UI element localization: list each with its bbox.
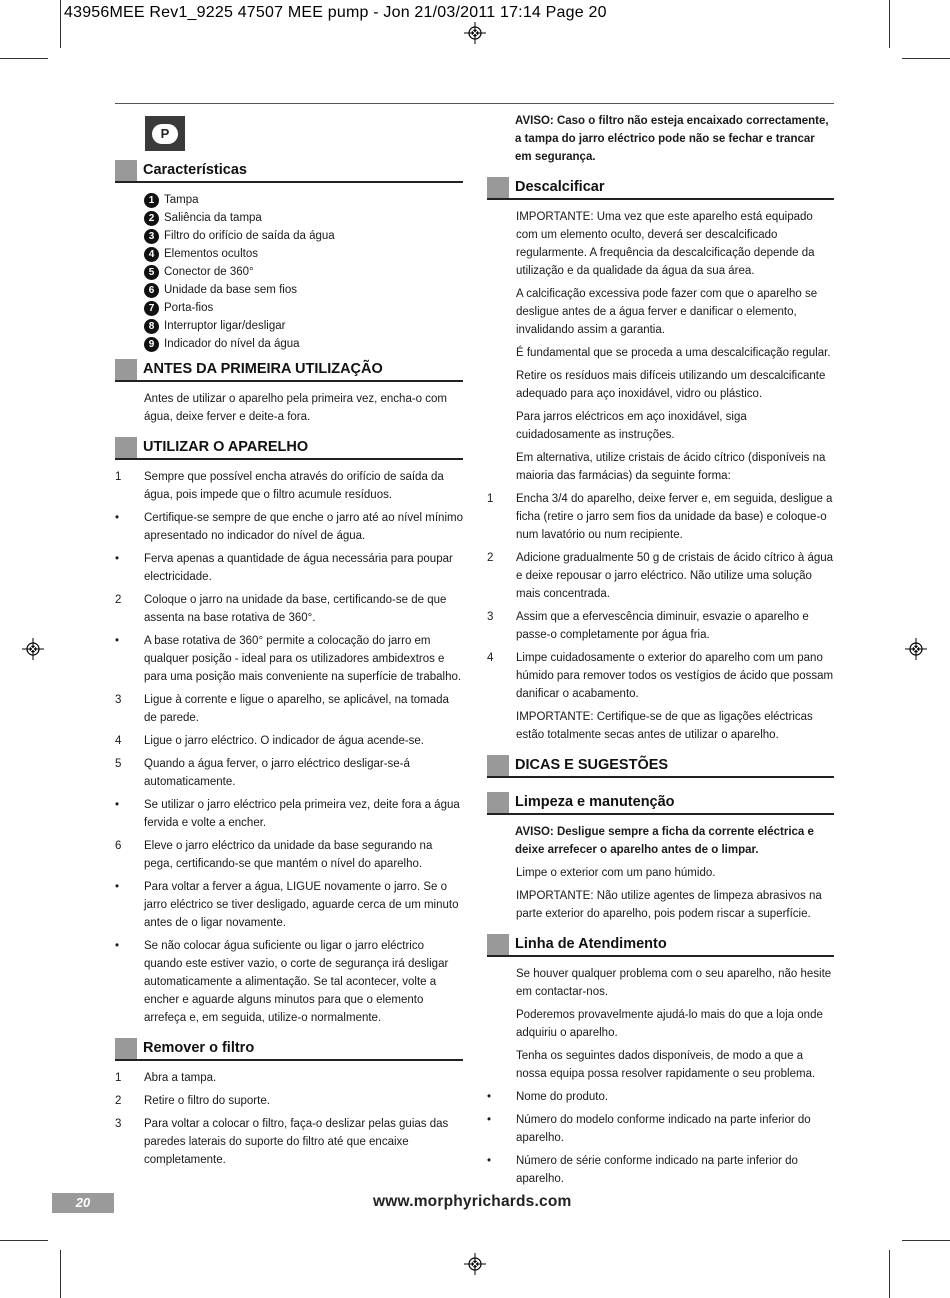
feature-number: 8 xyxy=(144,319,159,334)
list-text: Retire o filtro do suporte. xyxy=(144,1095,270,1107)
registration-mark-icon xyxy=(22,638,44,660)
list-text: Sempre que possível encha através do orifício de saída da água, pois impede que o filtro acumule resíduos. xyxy=(144,471,444,501)
list-text: Para voltar a colocar o filtro, faça-o deslizar pelas guias das paredes laterais do suporte do filtro até que encaixe completamente. xyxy=(144,1118,449,1166)
list-marker: 4 xyxy=(115,735,122,747)
feature-label: Porta-fios xyxy=(164,302,214,314)
list-item xyxy=(115,732,463,750)
list-text: Ferva apenas a quantidade de água necessária para poupar electricidade. xyxy=(144,553,453,583)
feature-number: 5 xyxy=(144,265,159,280)
crop-mark xyxy=(0,1240,48,1241)
list-item xyxy=(115,691,463,727)
paragraph: IMPORTANTE: Não utilize agentes de limpeza abrasivos na parte exterior do aparelho, pois podem riscar a superfície. xyxy=(516,890,822,920)
list-marker: • xyxy=(115,635,120,647)
section-heading-tips xyxy=(487,755,834,778)
list-text: Encha 3/4 do aparelho, deixe ferver e, em seguida, desligue a ficha (retire o jarro sem fios da unidade da base) e coloque-o num lavatório ou num recipiente. xyxy=(516,493,833,541)
list-marker: 1 xyxy=(115,471,122,483)
list-text: Ligue o jarro eléctrico. O indicador de água acende-se. xyxy=(144,735,425,747)
list-text: Número de série conforme indicado na parte inferior do aparelho. xyxy=(516,1155,798,1185)
list-marker: 5 xyxy=(115,758,122,770)
list-marker: • xyxy=(487,1155,492,1167)
list-item xyxy=(115,632,463,686)
registration-mark-icon xyxy=(464,1253,486,1275)
features-list xyxy=(144,191,463,353)
feature-label: Tampa xyxy=(164,194,199,206)
list-text: Número do modelo conforme indicado na parte inferior do aparelho. xyxy=(516,1114,811,1144)
list-text: Abra a tampa. xyxy=(144,1072,217,1084)
list-text: Eleve o jarro eléctrico da unidade da base segurando na pega, certificando-se que mantém o nível do aparelho. xyxy=(144,840,433,870)
right-column xyxy=(487,112,834,1193)
section-title: Limpeza e manutenção xyxy=(515,794,675,810)
feature-item xyxy=(144,299,463,317)
section-heading-before-first-use xyxy=(115,359,463,382)
list-text: Para voltar a ferver a água, LIGUE novamente o jarro. Se o jarro eléctrico se tiver desligado, aguarde cerca de um minuto antes de o ligar novamente. xyxy=(144,881,459,929)
paragraph: Antes de utilizar o aparelho pela primeira vez, encha-o com água, deixe ferver e deite-a fora. xyxy=(144,393,447,423)
heading-square-icon xyxy=(487,792,509,813)
list-marker: 3 xyxy=(115,694,122,706)
registration-mark-icon xyxy=(905,638,927,660)
feature-number: 2 xyxy=(144,211,159,226)
section-title: DICAS E SUGESTÕES xyxy=(515,757,669,773)
list-marker: • xyxy=(115,553,120,565)
list-item xyxy=(487,549,834,603)
heading-square-icon xyxy=(115,437,137,458)
feature-label: Elementos ocultos xyxy=(164,248,258,260)
list-item xyxy=(115,468,463,504)
section-heading-helpline xyxy=(487,934,834,957)
list-item xyxy=(115,755,463,791)
list-item xyxy=(487,1111,834,1147)
feature-number: 6 xyxy=(144,283,159,298)
feature-item xyxy=(144,191,463,209)
heading-square-icon xyxy=(487,934,509,955)
list-marker: 2 xyxy=(487,552,494,564)
section-heading-descale xyxy=(487,177,834,200)
list-marker: 1 xyxy=(487,493,494,505)
feature-item xyxy=(144,281,463,299)
paragraph: Tenha os seguintes dados disponíveis, de modo a que a nossa equipa possa resolver rapidamente o seu problema. xyxy=(516,1050,816,1080)
feature-label: Saliência da tampa xyxy=(164,212,262,224)
section-title: ANTES DA PRIMEIRA UTILIZAÇÃO xyxy=(143,361,383,377)
section-heading-remove-filter xyxy=(115,1038,463,1061)
section-heading-cleaning xyxy=(487,792,834,815)
list-text: Certifique-se sempre de que enche o jarro até ao nível mínimo apresentado no indicador do nível de água. xyxy=(144,512,463,542)
list-item xyxy=(487,608,834,644)
feature-item xyxy=(144,209,463,227)
heading-square-icon xyxy=(115,1038,137,1059)
list-marker: 4 xyxy=(487,652,494,664)
crop-mark xyxy=(60,1250,61,1298)
paragraph: Poderemos provavelmente ajudá-lo mais do que a loja onde adquiriu o aparelho. xyxy=(516,1009,823,1039)
section-title: Descalcificar xyxy=(515,179,605,195)
list-item xyxy=(115,591,463,627)
list-text: Quando a água ferver, o jarro eléctrico desligar-se-á automaticamente. xyxy=(144,758,410,788)
feature-label: Indicador do nível da água xyxy=(164,338,300,350)
feature-item xyxy=(144,335,463,353)
list-marker: • xyxy=(115,512,120,524)
heading-square-icon xyxy=(115,160,137,181)
list-marker: • xyxy=(115,799,120,811)
feature-item xyxy=(144,245,463,263)
list-marker: • xyxy=(115,940,120,952)
paragraph: Em alternativa, utilize cristais de ácido cítrico (disponíveis na maioria das farmácias) da seguinte forma: xyxy=(516,452,826,482)
heading-square-icon xyxy=(487,755,509,776)
list-item xyxy=(115,1115,463,1169)
warning-filter: AVISO: Caso o filtro não esteja encaixado correctamente, a tampa do jarro eléctrico pode não se fechar e trancar em segurança. xyxy=(515,115,829,163)
section-title: UTILIZAR O APARELHO xyxy=(143,439,309,455)
list-item xyxy=(487,1088,834,1106)
feature-number: 1 xyxy=(144,193,159,208)
list-text: Adicione gradualmente 50 g de cristais de ácido cítrico à água e deixe repousar o jarro eléctrico. Não utilize uma solução mais concentrada. xyxy=(516,552,834,600)
list-item xyxy=(487,649,834,703)
print-slug: 43956MEE Rev1_9225 47507 MEE pump - Jon 21/03/2011 17:14 Page 20 xyxy=(64,4,607,21)
list-marker: 3 xyxy=(487,611,494,623)
feature-number: 9 xyxy=(144,337,159,352)
list-marker: 3 xyxy=(115,1118,122,1130)
section-heading-using xyxy=(115,437,463,460)
feature-number: 3 xyxy=(144,229,159,244)
list-text: Se não colocar água suficiente ou ligar o jarro eléctrico quando este estiver vazio, o corte de segurança irá desligar automaticamente a alimentação. Se tal acontecer, volte a encher e aguarde alguns minutos para que o elemento arrefeça e, em seguida, utilize-o normalmente. xyxy=(144,940,449,1024)
list-marker: 2 xyxy=(115,1095,122,1107)
feature-number: 4 xyxy=(144,247,159,262)
list-text: Assim que a efervescência diminuir, esvazie o aparelho e passe-o completamente por água fria. xyxy=(516,611,809,641)
feature-item xyxy=(144,263,463,281)
list-item xyxy=(115,1069,463,1087)
crop-mark xyxy=(902,1240,950,1241)
page-number: 20 xyxy=(52,1193,114,1213)
list-text: Ligue à corrente e ligue o aparelho, se aplicável, na tomada de parede. xyxy=(144,694,449,724)
list-marker: • xyxy=(115,881,120,893)
paragraph: Para jarros eléctricos em aço inoxidável, siga cuidadosamente as instruções. xyxy=(516,411,747,441)
heading-square-icon xyxy=(115,359,137,380)
paragraph: IMPORTANTE: Uma vez que este aparelho está equipado com um elemento oculto, deverá ser descalcificado regularmente. A frequência da descalcificação depende da utilização e da qualidade da água da sua área. xyxy=(516,211,815,277)
section-title: Remover o filtro xyxy=(143,1040,255,1056)
list-text: A base rotativa de 360° permite a colocação do jarro em qualquer posição - ideal para os utilizadores ambidextros e para uma posição mais conveniente na superfície de trabalho. xyxy=(144,635,462,683)
list-text: Limpe cuidadosamente o exterior do aparelho com um pano húmido para remover todos os vestígios de ácido que possam danificar o acabamento. xyxy=(516,652,834,700)
feature-item xyxy=(144,227,463,245)
list-item xyxy=(115,837,463,873)
paragraph: A calcificação excessiva pode fazer com que o aparelho se desligue antes de a água ferver e danificar o elemento, invalidando assim a garantia. xyxy=(516,288,818,336)
list-text: Coloque o jarro na unidade da base, certificando-se de que assenta na base rotativa de 360°. xyxy=(144,594,447,624)
list-text: Se utilizar o jarro eléctrico pela primeira vez, deite fora a água fervida e volte a encher. xyxy=(144,799,460,829)
registration-mark-icon xyxy=(464,22,486,44)
paragraph: Se houver qualquer problema com o seu aparelho, não hesite em contactar-nos. xyxy=(516,968,832,998)
list-marker: 1 xyxy=(115,1072,122,1084)
header-rule xyxy=(115,103,834,104)
list-item xyxy=(115,550,463,586)
feature-item xyxy=(144,317,463,335)
crop-mark xyxy=(889,1250,890,1298)
crop-mark xyxy=(889,0,890,48)
list-marker: • xyxy=(487,1091,492,1103)
warning-cleaning: AVISO: Desligue sempre a ficha da corrente eléctrica e deixe arrefecer o aparelho antes de o limpar. xyxy=(515,826,814,856)
list-marker: • xyxy=(487,1114,492,1126)
list-marker: 2 xyxy=(115,594,122,606)
list-item xyxy=(115,509,463,545)
paragraph: IMPORTANTE: Certifique-se de que as ligações eléctricas estão totalmente secas antes de utilizar o aparelho. xyxy=(516,711,813,741)
list-text: Nome do produto. xyxy=(516,1091,609,1103)
feature-number: 7 xyxy=(144,301,159,316)
crop-mark xyxy=(902,58,950,59)
crop-mark xyxy=(60,0,61,48)
list-item xyxy=(115,878,463,932)
section-heading-features xyxy=(115,160,463,183)
list-item xyxy=(115,937,463,1027)
language-badge xyxy=(145,116,185,151)
language-badge-label: P xyxy=(152,124,178,144)
list-item xyxy=(115,1092,463,1110)
footer-website-url: www.morphyrichards.com xyxy=(373,1193,572,1210)
paragraph: Retire os resíduos mais difíceis utilizando um descalcificante adequado para aço inoxidável, vidro ou plástico. xyxy=(516,370,826,400)
paragraph: Limpe o exterior com um pano húmido. xyxy=(516,867,716,879)
list-item xyxy=(115,796,463,832)
feature-label: Unidade da base sem fios xyxy=(164,284,297,296)
list-item xyxy=(487,490,834,544)
paragraph: É fundamental que se proceda a uma descalcificação regular. xyxy=(516,347,831,359)
feature-label: Filtro do orifício de saída da água xyxy=(164,230,335,242)
list-item xyxy=(487,1152,834,1188)
crop-mark xyxy=(0,58,48,59)
section-title: Linha de Atendimento xyxy=(515,936,667,952)
heading-square-icon xyxy=(487,177,509,198)
feature-label: Conector de 360° xyxy=(164,266,254,278)
list-marker: 6 xyxy=(115,840,122,852)
feature-label: Interruptor ligar/desligar xyxy=(164,320,286,332)
section-title: Características xyxy=(143,162,247,178)
left-column xyxy=(115,160,463,1174)
